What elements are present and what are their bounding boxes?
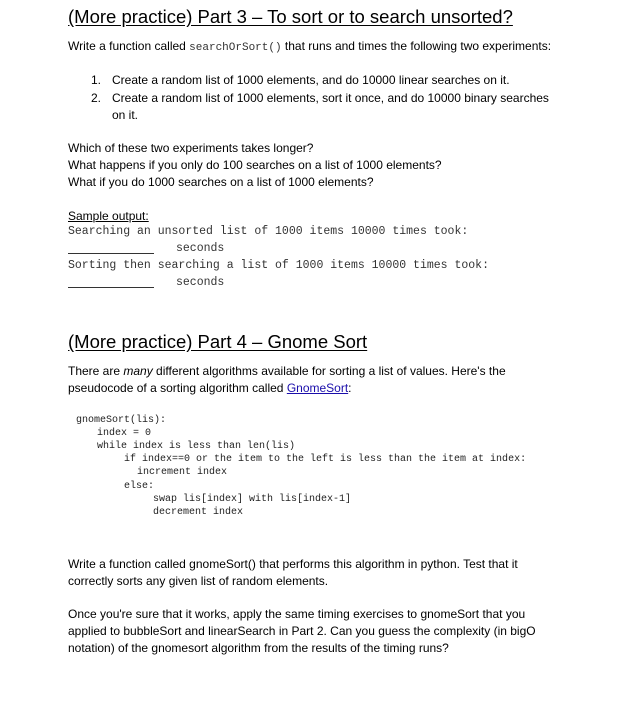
para2-line1: Write a function called gnomeSort() that performs this algorithm in python. Test that it xyxy=(68,557,518,571)
code-line-5: increment index xyxy=(137,467,228,478)
intro-line2-post: : xyxy=(348,381,352,395)
code-line-8: decrement index xyxy=(153,507,244,518)
part4-intro-line1 xyxy=(68,363,506,380)
sample-line-3: Sorting then searching a list of 1000 items 10000 times took: xyxy=(68,259,489,272)
code-line-4: if index==0 or the item to the left is less than the item at index: xyxy=(124,454,527,465)
intro-text-a: There are xyxy=(68,364,124,378)
list-number-2: 2. xyxy=(91,91,102,105)
part3-intro xyxy=(68,38,551,57)
question-2: What happens if you only do 100 searches on a list of 1000 elements? xyxy=(68,158,442,172)
blank-line xyxy=(68,242,154,254)
code-line-6: else: xyxy=(124,481,155,492)
intro-emphasis: many xyxy=(123,364,153,378)
para2-line2: correctly sorts any given list of random elements. xyxy=(68,574,329,588)
code-line-7: swap lis[index] with lis[index-1] xyxy=(153,494,352,505)
list-number-1: 1. xyxy=(91,73,102,87)
part3-heading: (More practice) Part 3 – To sort or to search unsorted? xyxy=(68,6,513,27)
para3-line2: applied to bubbleSort and linearSearch in Part 2. Can you guess the complexity (in bigO xyxy=(68,624,536,638)
sample-line-2: seconds xyxy=(176,242,225,255)
sample-line-4: seconds xyxy=(176,276,225,289)
sample-line-1: Searching an unsorted list of 1000 items 10000 times took: xyxy=(68,225,469,238)
code-line-2: index = 0 xyxy=(97,428,152,439)
part4-intro-line2 xyxy=(68,380,352,397)
code-line-3: while index is less than len(lis) xyxy=(97,441,296,452)
intro-text-b: different algorithms available for sorting a list of values. Here's the xyxy=(152,364,506,378)
intro-line2-pre: pseudocode of a sorting algorithm called xyxy=(68,381,287,395)
part4-heading: (More practice) Part 4 – Gnome Sort xyxy=(68,331,368,352)
list-item-2-cont: on it. xyxy=(112,108,139,122)
question-3: What if you do 1000 searches on a list of 1000 elements? xyxy=(68,175,374,189)
part3-intro-pre: Write a function called xyxy=(68,39,190,53)
question-1: Which of these two experiments takes longer? xyxy=(68,141,314,155)
sample-blank-2 xyxy=(68,276,154,292)
part3-intro-code: searchOrSort() xyxy=(189,42,282,54)
gnomesort-link[interactable]: GnomeSort xyxy=(286,381,349,395)
code-line-1: gnomeSort(lis): xyxy=(76,415,167,426)
para3-line1: Once you're sure that it works, apply the same timing exercises to gnomeSort that you xyxy=(68,607,526,621)
part3-intro-post: that runs and times the following two experiments: xyxy=(281,39,552,53)
para3-line3: notation) of the gnomesort algorithm from the results of the timing runs? xyxy=(68,641,449,655)
sample-blank-1 xyxy=(68,242,154,258)
list-item-1: Create a random list of 1000 elements, and do 10000 linear searches on it. xyxy=(112,73,510,87)
list-item-2: Create a random list of 1000 elements, sort it once, and do 10000 binary searches xyxy=(112,91,549,105)
blank-line xyxy=(68,276,154,288)
sample-output-heading: Sample output: xyxy=(68,209,149,223)
